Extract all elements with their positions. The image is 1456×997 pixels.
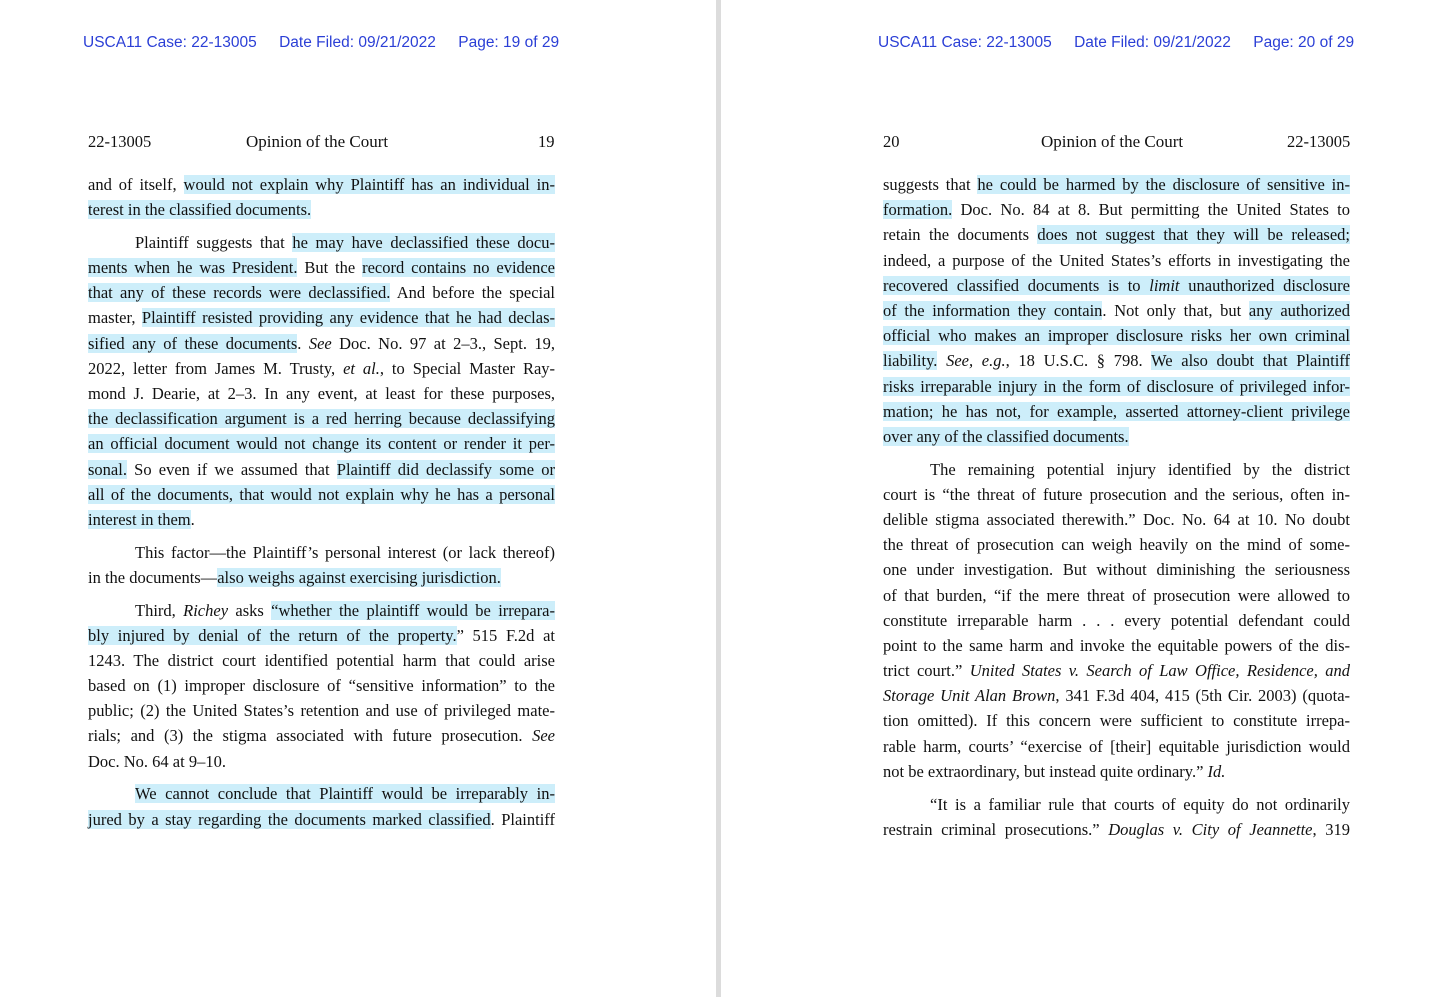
text-line: The remaining potential injury identified by the district bbox=[930, 459, 1350, 479]
text-line: all of the documents, that would not explain why he has a personal bbox=[88, 484, 555, 504]
text-line: restrain criminal prosecutions.” Douglas v. City of Jeannette, 319 bbox=[883, 819, 1350, 839]
text-line: rials; and (3) the stigma associated with future prosecution. See bbox=[88, 726, 555, 746]
text-line: terest in the classified documents. bbox=[88, 200, 312, 220]
ecf-header-stamp bbox=[878, 34, 1354, 52]
text-line: recovered classified documents is to limit unauthorized disclosure bbox=[883, 275, 1351, 295]
text-line: This factor—the Plaintiff’s personal interest (or lack thereof) bbox=[135, 542, 555, 562]
date-filed: Date Filed: 09/21/2022 bbox=[1074, 34, 1231, 51]
text-line: official who makes an improper disclosure risks her own criminal bbox=[883, 326, 1350, 346]
ecf-header-stamp bbox=[83, 34, 559, 52]
body-text bbox=[883, 172, 1350, 842]
text-line: interest in them. bbox=[88, 509, 195, 529]
text-line: Doc. No. 64 at 9–10. bbox=[88, 751, 226, 771]
text-line: sified any of these documents. See Doc. No. 97 at 2–3., Sept. 19, bbox=[88, 333, 555, 353]
text-line: retain the documents does not suggest that they will be released; bbox=[883, 225, 1350, 245]
text-line: an official document would not change its content or render it per- bbox=[88, 434, 555, 454]
text-line: Plaintiff suggests that he may have declassified these docu- bbox=[135, 232, 555, 252]
text-line: sonal. So even if we assumed that Plaintiff did declassify some or bbox=[88, 459, 555, 479]
text-line: “It is a familiar rule that courts of equity do not ordinarily bbox=[930, 794, 1350, 814]
text-line: rable harm, courts’ “exercise of [their] equitable jurisdiction would bbox=[883, 736, 1350, 756]
case-number: USCA11 Case: 22-13005 bbox=[878, 34, 1052, 51]
body-text bbox=[88, 172, 555, 832]
text-line: 2022, letter from James M. Trusty, et al., to Special Master Ray- bbox=[88, 358, 556, 378]
text-line: one under investigation. But without diminishing the seriousness bbox=[883, 560, 1350, 580]
text-line: the declassification argument is a red herring because declassifying bbox=[88, 409, 555, 429]
running-head-docket: 22-13005 bbox=[1287, 132, 1351, 151]
document-page-20 bbox=[721, 0, 1456, 997]
text-line: constitute irreparable harm . . . every potential defendant could bbox=[883, 610, 1350, 630]
text-line: of that burden, “if the mere threat of prosecution were allowed to bbox=[883, 585, 1350, 605]
text-line: public; (2) the United States’s retention and use of privileged mate- bbox=[88, 701, 555, 721]
text-line: tion omitted). If this concern were sufficient to constitute irrepa- bbox=[883, 711, 1350, 731]
text-line: indeed, a purpose of the United States’s efforts in investigating the bbox=[883, 250, 1350, 270]
text-line: ments when he was President. But the record contains no evidence bbox=[88, 258, 556, 278]
text-line: suggests that he could be harmed by the disclosure of sensitive in- bbox=[883, 175, 1350, 194]
text-line: We cannot conclude that Plaintiff would be irreparably in- bbox=[135, 784, 555, 804]
text-line: court is “the threat of future prosecution and the serious, often in- bbox=[883, 484, 1350, 504]
text-line: based on (1) improper disclosure of “sensitive information” to the bbox=[88, 676, 555, 696]
running-head-docket: 22-13005 bbox=[88, 132, 152, 151]
text-line: master, Plaintiff resisted providing any evidence that he had declas- bbox=[88, 308, 556, 328]
running-head-page-number: 19 bbox=[538, 132, 555, 151]
text-line: in the documents—also weighs against exercising jurisdiction. bbox=[88, 567, 501, 587]
text-line: mond J. Dearie, at 2–3. In any event, at least for these purposes, bbox=[88, 384, 555, 403]
text-line: delible stigma associated therewith.” Doc. No. 64 at 10. No doubt bbox=[883, 509, 1350, 529]
text-line: of the information they contain. Not only that, but any authorized bbox=[883, 300, 1350, 320]
text-line: Third, Richey asks “whether the plaintiff would be irrepara- bbox=[135, 600, 555, 620]
text-line: risks irreparable injury in the form of disclosure of privileged infor- bbox=[883, 376, 1350, 396]
text-line: point to the same harm and invoke the equitable powers of the dis- bbox=[883, 635, 1350, 655]
text-line: bly injured by denial of the return of the property.” 515 F.2d at bbox=[88, 625, 555, 645]
running-head-page-number: 20 bbox=[883, 132, 900, 151]
page-count: Page: 19 of 29 bbox=[458, 34, 560, 51]
text-line: not be extraordinary, but instead quite ordinary.” Id. bbox=[883, 761, 1226, 781]
text-line: liability. See, e.g., 18 U.S.C. § 798. We also doubt that Plaintiff bbox=[883, 351, 1350, 371]
text-line: and of itself, would not explain why Plaintiff has an individual in- bbox=[88, 175, 556, 194]
case-number: USCA11 Case: 22-13005 bbox=[83, 34, 257, 51]
running-head-title: Opinion of the Court bbox=[1041, 132, 1184, 151]
text-line: over any of the classified documents. bbox=[883, 426, 1129, 446]
text-line: mation; he has not, for example, asserted attorney-client privilege bbox=[883, 401, 1350, 421]
text-line: the threat of prosecution can weigh heavily on the mind of some- bbox=[883, 535, 1350, 555]
document-page-19 bbox=[0, 0, 716, 997]
text-line: formation. Doc. No. 84 at 8. But permitting the United States to bbox=[883, 200, 1350, 220]
text-line: trict court.” United States v. Search of Law Office, Residence, and bbox=[883, 661, 1351, 681]
text-line: jured by a stay regarding the documents marked classified. Plaintiff bbox=[88, 809, 555, 829]
text-line: Storage Unit Alan Brown, 341 F.3d 404, 415 (5th Cir. 2003) (quota- bbox=[883, 686, 1351, 706]
page-count: Page: 20 of 29 bbox=[1253, 34, 1355, 51]
running-head-title: Opinion of the Court bbox=[246, 132, 389, 151]
text-line: that any of these records were declassified. And before the special bbox=[88, 283, 556, 303]
date-filed: Date Filed: 09/21/2022 bbox=[279, 34, 436, 51]
text-line: 1243. The district court identified potential harm that could arise bbox=[88, 650, 555, 670]
